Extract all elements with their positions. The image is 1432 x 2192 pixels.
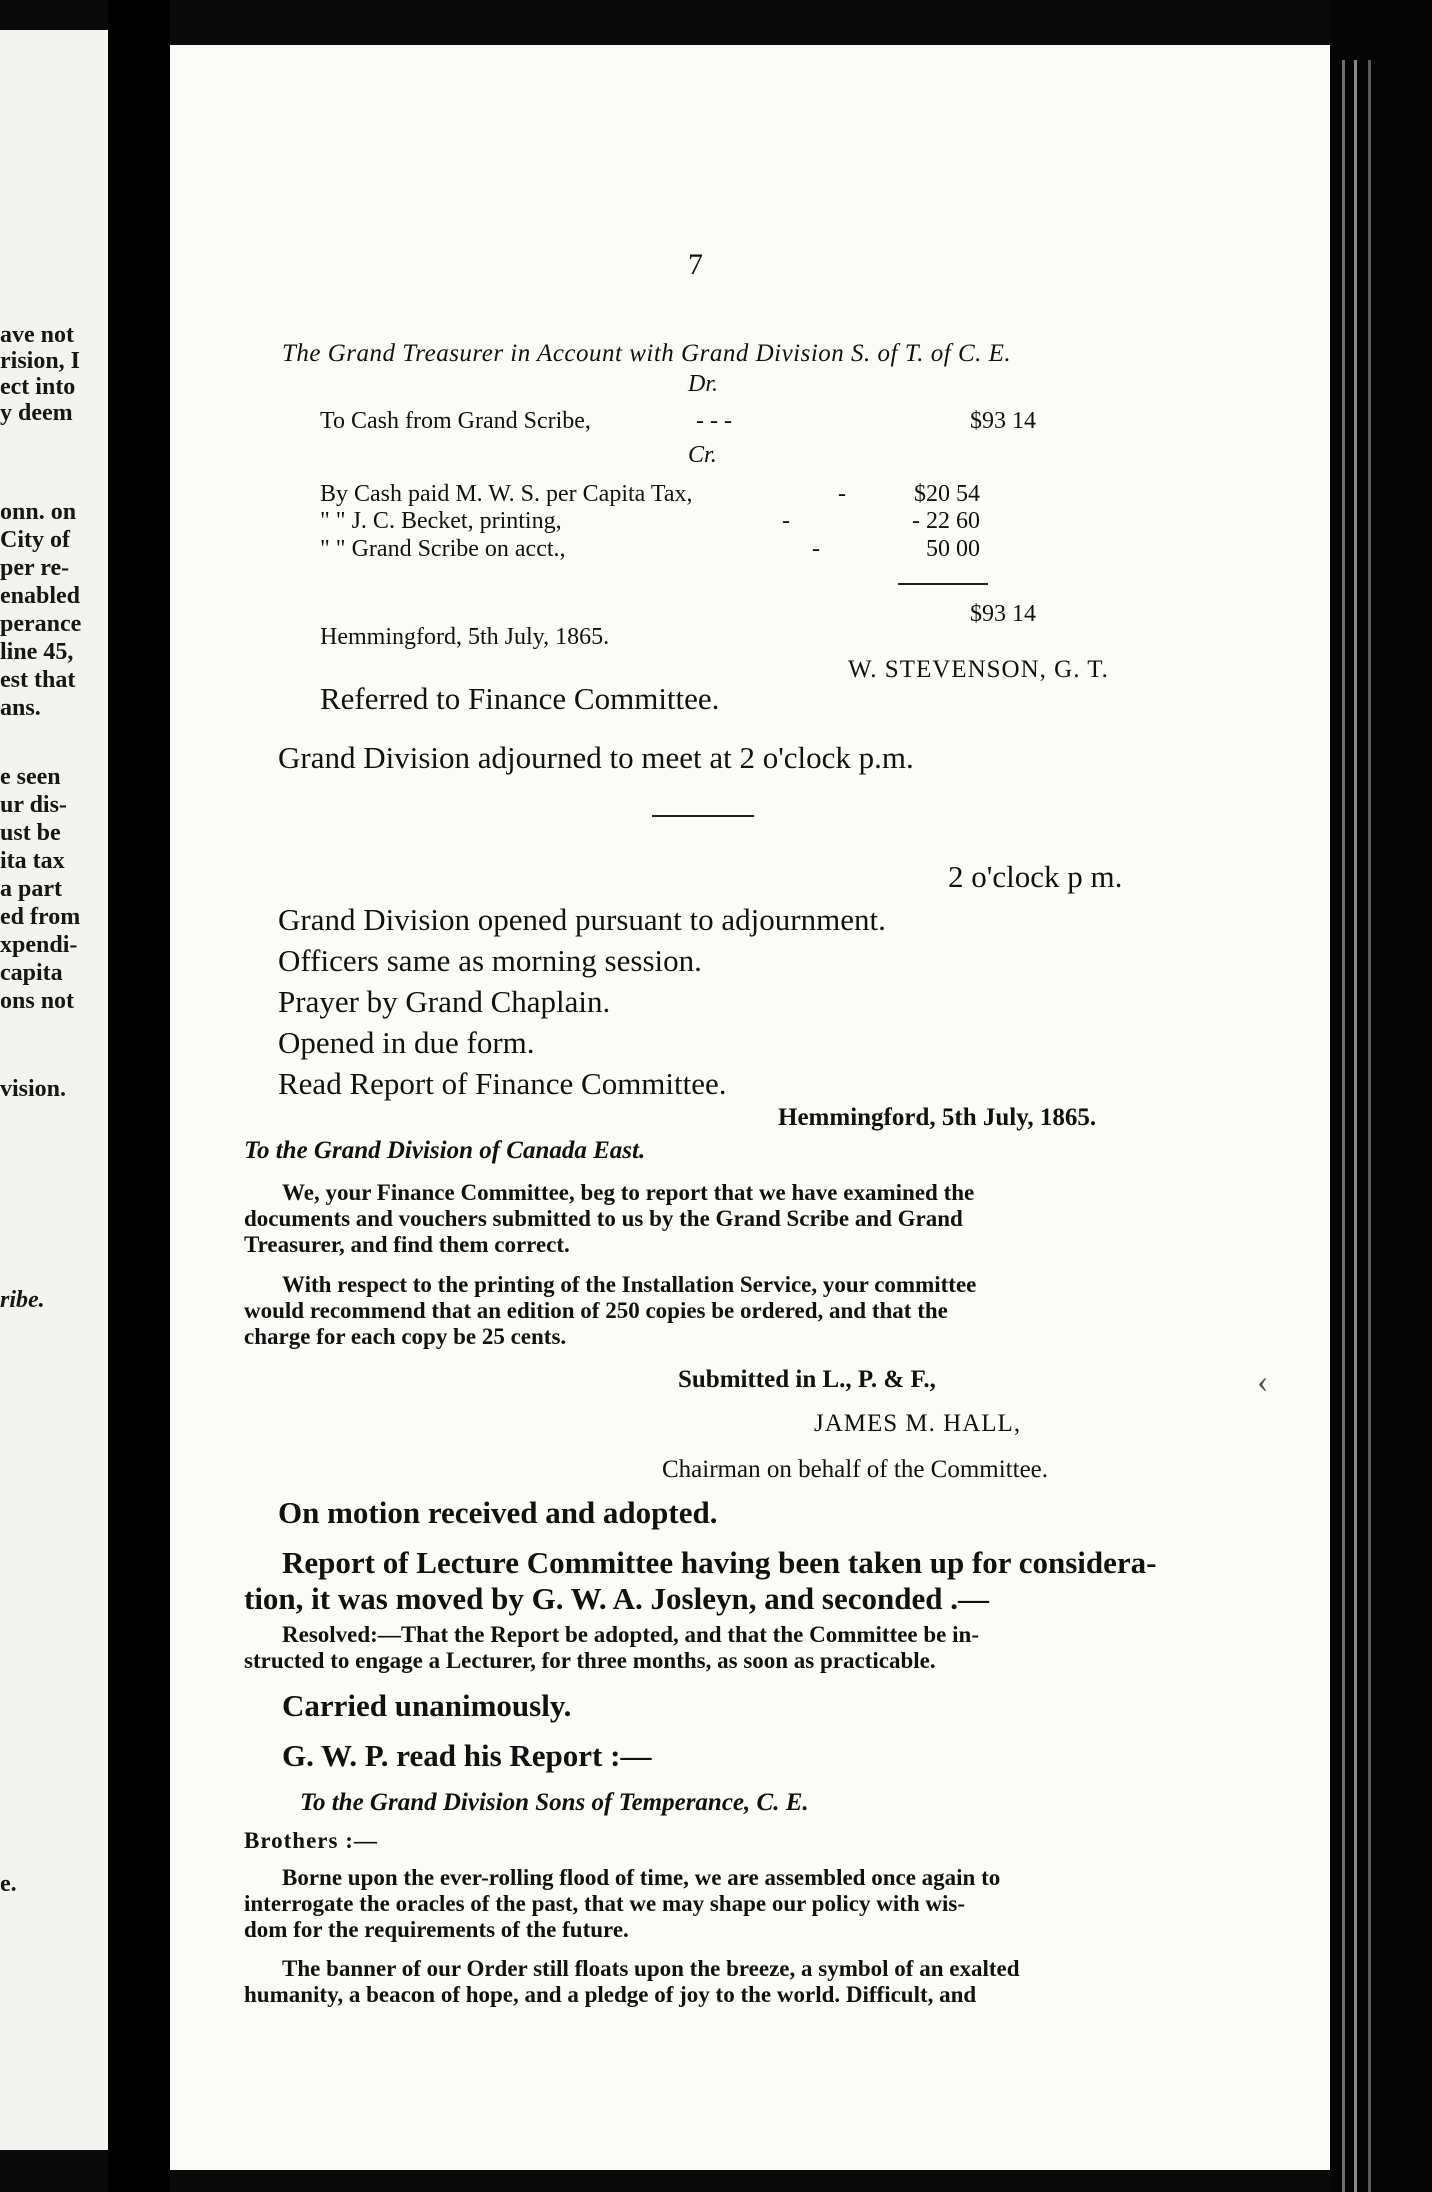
fragment-line: ave not: [0, 322, 74, 348]
report-paragraph-line: charge for each copy be 25 cents.: [244, 1324, 567, 1349]
report-paragraph-line: The banner of our Order still floats upon the breeze, a symbol of an exalted: [282, 1956, 1020, 1981]
credit-item-text: " " J. C. Becket, printing,: [320, 508, 562, 534]
resolved-line: structed to engage a Lecturer, for three months, as soon as practicable.: [244, 1648, 936, 1673]
leader-dash: -: [812, 536, 820, 562]
credit-item-text: By Cash paid M. W. S. per Capita Tax,: [320, 481, 693, 507]
fragment-line: rision, I: [0, 348, 81, 374]
afternoon-time: 2 o'clock p m.: [948, 859, 1123, 894]
credit-label: Cr.: [688, 442, 717, 468]
account-date: Hemmingford, 5th July, 1865.: [320, 624, 610, 650]
minutes-line: Grand Division adjourned to meet at 2 o'clock p.m.: [278, 740, 914, 775]
report-address: To the Grand Division Sons of Temperance, C. E.: [300, 1789, 809, 1816]
leader-dash: -: [782, 508, 790, 534]
minutes-line: Prayer by Grand Chaplain.: [278, 984, 611, 1019]
committee-signer: JAMES M. HALL,: [814, 1410, 1022, 1437]
fragment-line: e.: [0, 1871, 17, 1897]
fragment-line: line 45,: [0, 639, 74, 665]
minutes-line: Grand Division opened pursuant to adjournment.: [278, 902, 886, 937]
carried-line: Carried unanimously.: [282, 1688, 572, 1723]
minutes-line: Officers same as morning session.: [278, 943, 702, 978]
debit-label: Dr.: [688, 371, 719, 397]
sum-rule: [898, 583, 988, 585]
fragment-line: perance: [0, 611, 82, 637]
credit-item-amount: 50 00: [926, 536, 980, 562]
fragment-line: enabled: [0, 583, 81, 609]
fragment-line: a part: [0, 876, 62, 902]
report-date: Hemmingford, 5th July, 1865.: [778, 1104, 1097, 1131]
leader-dash: -: [838, 481, 846, 507]
resolved-line: Resolved:—That the Report be adopted, and that the Committee be in-: [282, 1622, 979, 1647]
fragment-line: ect into: [0, 374, 76, 400]
debit-line: To Cash from Grand Scribe,: [320, 408, 591, 434]
report-paragraph-line: documents and vouchers submitted to us by the Grand Scribe and Grand: [244, 1206, 963, 1231]
fragment-line: ribe.: [0, 1287, 45, 1313]
fragment-line: ust be: [0, 820, 61, 846]
minutes-line: Opened in due form.: [278, 1025, 535, 1060]
credit-item-amount: $20 54: [914, 481, 980, 507]
margin-mark-icon: ‹: [1257, 1363, 1269, 1400]
book-edge: [1330, 0, 1432, 2192]
fragment-line: e seen: [0, 764, 61, 790]
credit-item-text: " " Grand Scribe on acct.,: [320, 536, 566, 562]
report-paragraph-line: would recommend that an edition of 250 copies be ordered, and that the: [244, 1298, 948, 1323]
report-address: To the Grand Division of Canada East.: [244, 1137, 646, 1164]
book-gutter: [108, 0, 170, 2192]
motion-line: On motion received and adopted.: [278, 1495, 718, 1530]
fragment-line: ur dis-: [0, 792, 67, 818]
report-paragraph-line: Borne upon the ever-rolling flood of time, we are assembled once again to: [282, 1865, 1001, 1890]
signer-role: Chairman on behalf of the Committee.: [662, 1456, 1049, 1483]
brothers-salutation: Brothers :—: [244, 1828, 378, 1853]
report-paragraph-line: We, your Finance Committee, beg to report that we have examined the: [282, 1180, 975, 1205]
submitted-line: Submitted in L., P. & F.,: [678, 1366, 936, 1393]
report-paragraph-line: humanity, a beacon of hope, and a pledge of joy to the world. Difficult, and: [244, 1982, 977, 2007]
fragment-line: ita tax: [0, 848, 65, 874]
leader-dashes: - - -: [696, 408, 732, 434]
report-paragraph-line: dom for the requirements of the future.: [244, 1917, 629, 1942]
fragment-line: ans.: [0, 695, 41, 721]
debit-amount: $93 14: [970, 408, 1036, 434]
fragment-line: ons not: [0, 988, 75, 1014]
fragment-line: xpendi-: [0, 932, 78, 958]
lecture-line: Report of Lecture Committee having been taken up for considera-: [282, 1545, 1157, 1580]
fragment-line: onn. on: [0, 499, 77, 525]
gwp-line: G. W. P. read his Report :—: [282, 1738, 652, 1773]
account-heading: The Grand Treasurer in Account with Grand Division S. of T. of C. E.: [282, 340, 1012, 367]
fragment-line: y deem: [0, 400, 73, 426]
lecture-line: tion, it was moved by G. W. A. Josleyn, and seconded .—: [244, 1581, 989, 1616]
credit-item-amount: - 22 60: [912, 508, 980, 534]
fragment-line: City of: [0, 527, 70, 553]
fragment-line: per re-: [0, 555, 70, 581]
report-paragraph-line: With respect to the printing of the Installation Service, your committee: [282, 1272, 977, 1297]
fragment-line: ed from: [0, 904, 81, 930]
section-divider: [652, 815, 754, 817]
fragment-line: capita: [0, 960, 63, 986]
report-paragraph-line: interrogate the oracles of the past, that we may shape our policy with wis-: [244, 1891, 966, 1916]
document-page: [170, 45, 1330, 2170]
minutes-line: Read Report of Finance Committee.: [278, 1066, 727, 1101]
fragment-line: vision.: [0, 1076, 67, 1102]
account-total: $93 14: [970, 601, 1036, 627]
treasurer-signature: W. STEVENSON, G. T.: [848, 656, 1109, 683]
page-number: 7: [688, 248, 703, 281]
minutes-line: Referred to Finance Committee.: [320, 681, 720, 716]
report-paragraph-line: Treasurer, and find them correct.: [244, 1232, 570, 1257]
facing-page-fragment: [0, 30, 108, 2150]
fragment-line: est that: [0, 667, 76, 693]
